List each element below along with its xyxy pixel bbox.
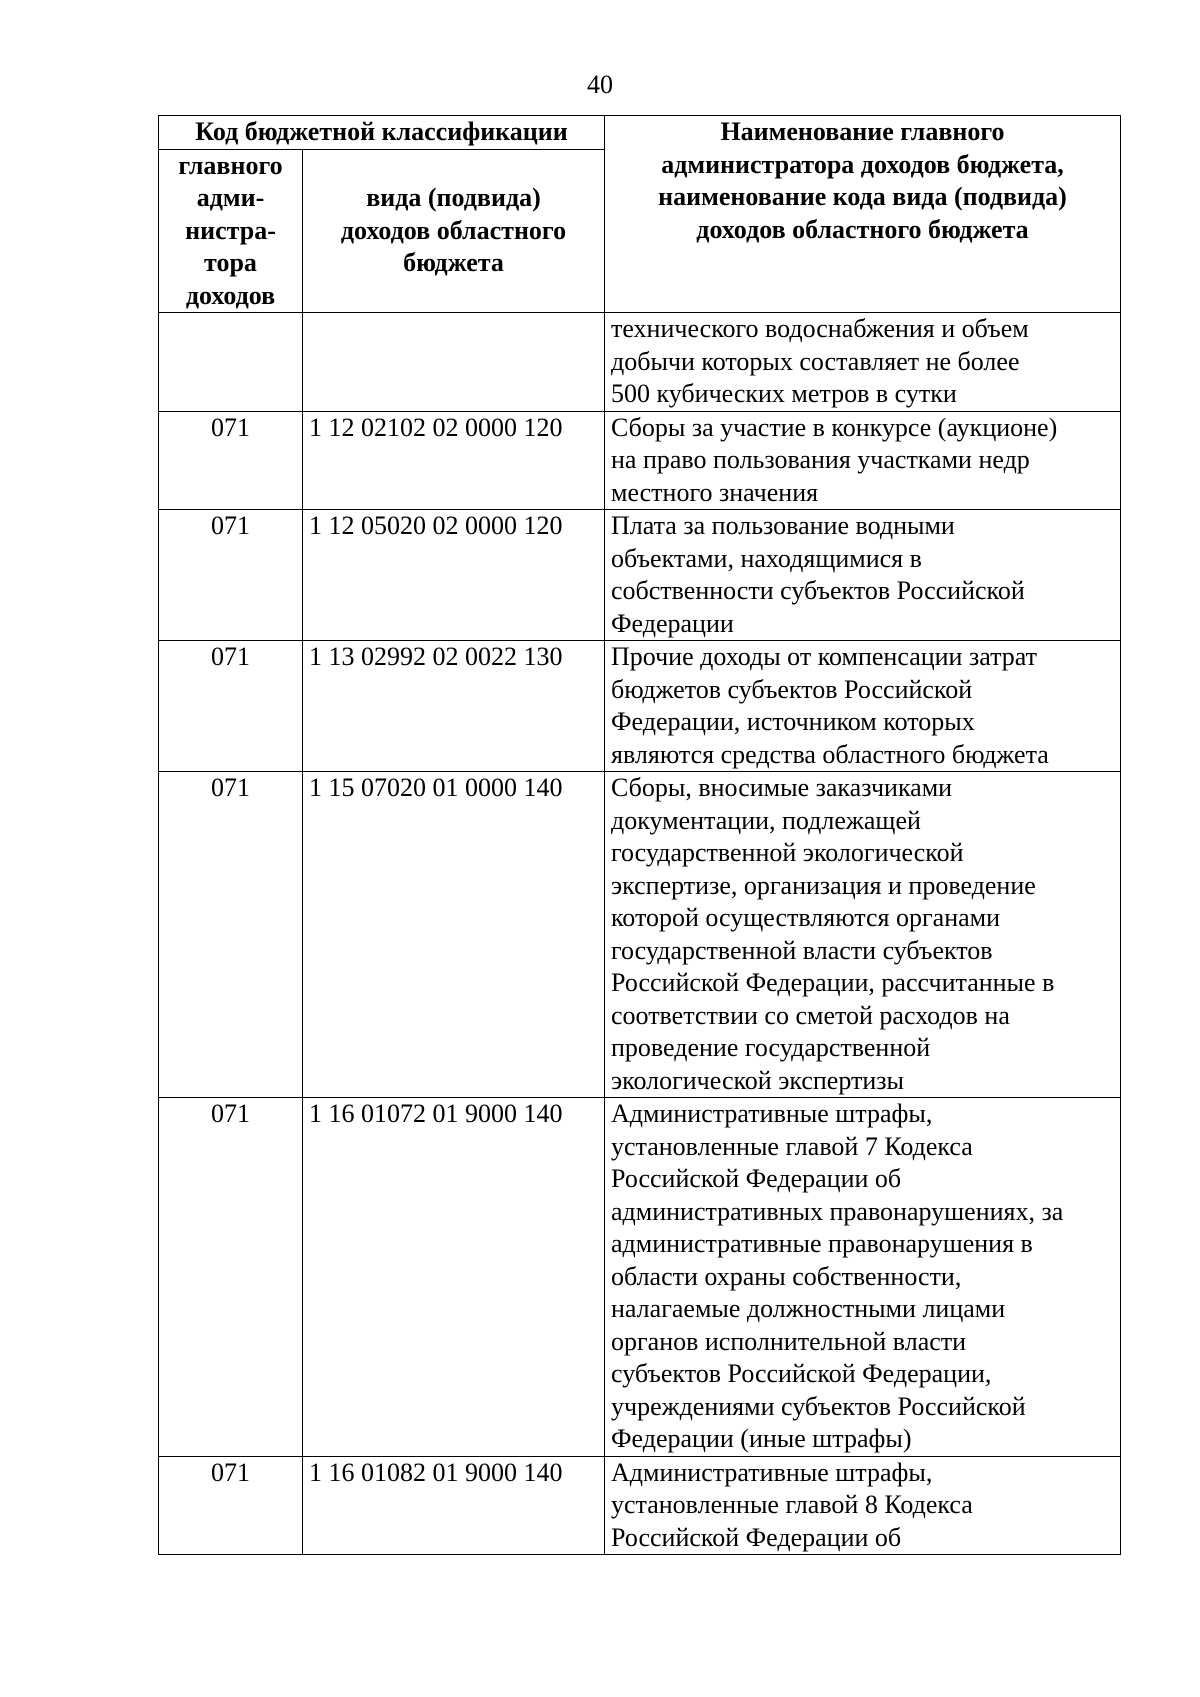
description-line: технического водоснабжения и объем <box>611 314 1029 343</box>
description-cell <box>605 411 1121 510</box>
header-admin-line: главного <box>178 150 283 180</box>
header-kind-column <box>303 149 605 313</box>
income-code-cell: 1 13 02992 02 0022 130 <box>303 641 605 772</box>
description-line: Прочие доходы от компенсации затрат <box>611 642 1038 671</box>
admin-code-cell: 071 <box>159 1456 303 1555</box>
description-line: государственной власти субъектов <box>611 935 993 965</box>
description-line: Российской Федерации, рассчитанные в <box>611 968 1055 997</box>
table-row <box>159 641 1121 772</box>
admin-code-cell: 071 <box>159 1098 303 1457</box>
header-budget-classification-code: Код бюджетной классификации <box>159 116 605 150</box>
admin-code-cell <box>159 313 303 412</box>
description-line: объектами, находящимися в <box>611 543 922 573</box>
header-kind-line: вида (подвида) <box>366 183 541 212</box>
income-code-cell: 1 16 01082 01 9000 140 <box>303 1456 605 1555</box>
description-line: государственной экологической <box>611 838 964 867</box>
page-number: 40 <box>587 70 613 99</box>
description-line: учреждениями субъектов Российской <box>611 1391 1026 1421</box>
description-cell <box>605 1456 1121 1555</box>
description-line: документации, подлежащей <box>611 805 921 835</box>
budget-classification-table <box>158 115 1121 1555</box>
description-line: области охраны собственности, <box>611 1261 962 1291</box>
header-kind-line: бюджета <box>403 248 504 277</box>
header-name-column <box>605 116 1121 313</box>
admin-code-cell: 071 <box>159 772 303 1098</box>
description-line: на право пользования участками недр <box>611 445 1030 474</box>
header-admin-line: тора <box>204 248 257 277</box>
description-line: добычи которых составляет не более <box>611 346 1020 376</box>
table-row <box>159 1456 1121 1555</box>
header-admin-column <box>159 149 303 313</box>
description-line: административные правонарушения в <box>611 1229 1033 1258</box>
description-line: налагаемые должностными лицами <box>611 1294 1006 1323</box>
table-header <box>159 116 1121 313</box>
description-cell <box>605 1098 1121 1457</box>
description-line: органов исполнительной власти <box>611 1326 967 1356</box>
income-code-cell: 1 12 05020 02 0000 120 <box>303 510 605 641</box>
description-line: Федерации (иные штрафы) <box>611 1424 912 1453</box>
description-line: установленные главой 8 Кодекса <box>611 1490 973 1519</box>
description-line: экологической экспертизы <box>611 1065 905 1095</box>
admin-code-cell: 071 <box>159 411 303 510</box>
description-line: Федерации, источником которых <box>611 707 975 736</box>
header-kind-line: доходов областного <box>340 215 567 245</box>
header-name-line: администратора доходов бюджета, <box>661 149 1064 179</box>
description-line: проведение государственной <box>611 1033 931 1062</box>
table-row <box>159 313 1121 412</box>
admin-code-cell: 071 <box>159 641 303 772</box>
table-row <box>159 1098 1121 1457</box>
description-cell <box>605 772 1121 1098</box>
table-body <box>159 313 1121 1555</box>
description-line: являются средства областного бюджета <box>611 739 1049 769</box>
description-line: которой осуществляются органами <box>611 903 1001 932</box>
description-line: Российской Федерации об <box>611 1522 902 1552</box>
description-cell <box>605 313 1121 412</box>
description-line: бюджетов субъектов Российской <box>611 674 973 704</box>
description-line: Плата за пользование водными <box>611 511 955 540</box>
admin-code-cell: 071 <box>159 510 303 641</box>
table-row <box>159 510 1121 641</box>
description-line: экспертизе, организация и проведение <box>611 870 1036 900</box>
description-line: Административные штрафы, <box>611 1099 933 1128</box>
description-line: местного значения <box>611 477 819 507</box>
header-admin-line: нистра- <box>185 215 276 245</box>
description-line: Сборы за участие в конкурсе (аукционе) <box>611 412 1058 442</box>
description-line: Административные штрафы, <box>611 1457 933 1487</box>
header-name-line: доходов областного бюджета <box>696 214 1029 244</box>
description-line: установленные главой 7 Кодекса <box>611 1131 973 1161</box>
income-code-cell: 1 16 01072 01 9000 140 <box>303 1098 605 1457</box>
header-admin-line: адми- <box>196 183 265 212</box>
description-line: субъектов Российской Федерации, <box>611 1359 992 1388</box>
header-admin-line: доходов <box>185 280 276 310</box>
description-line: Российской Федерации об <box>611 1164 902 1193</box>
income-code-cell: 1 15 07020 01 0000 140 <box>303 772 605 1098</box>
description-line: административных правонарушениях, за <box>611 1196 1064 1226</box>
description-cell <box>605 641 1121 772</box>
description-line: Сборы, вносимые заказчиками <box>611 773 953 802</box>
description-line: соответствии со сметой расходов на <box>611 1000 1010 1030</box>
header-name-line: наименование кода вида (подвида) <box>658 182 1067 211</box>
description-line: 500 кубических метров в сутки <box>611 379 957 408</box>
description-cell <box>605 510 1121 641</box>
description-line: собственности субъектов Российской <box>611 576 1025 605</box>
header-name-line: Наименование главного <box>720 117 1005 146</box>
income-code-cell: 1 12 02102 02 0000 120 <box>303 411 605 510</box>
table-row <box>159 411 1121 510</box>
income-code-cell <box>303 313 605 412</box>
description-line: Федерации <box>611 608 734 638</box>
table-row <box>159 772 1121 1098</box>
